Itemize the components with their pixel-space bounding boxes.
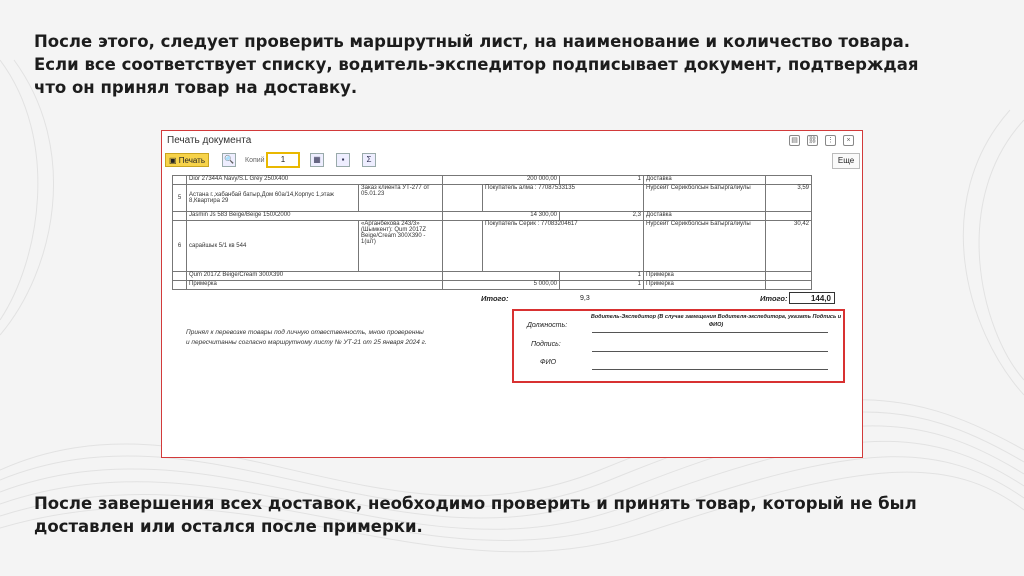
link-icon[interactable]: ⛓ bbox=[808, 137, 817, 144]
save-icon[interactable]: ▤ bbox=[789, 135, 800, 146]
heading-line-1: После этого, следует проверить маршрутный лист, на наименование и количество товара. bbox=[34, 32, 911, 51]
buyer-cell: Покупатель алма : 77087533135 bbox=[483, 185, 644, 212]
fio-label: ФИО bbox=[540, 359, 557, 366]
heading-line-3: что он принял товар на доставку. bbox=[34, 78, 358, 97]
item-cell: Jasmin Js 583 Beige/Beige 150X2000 bbox=[187, 212, 443, 221]
total-label-weight: Итого: bbox=[481, 294, 509, 303]
total-value-volume: 144,0 bbox=[789, 292, 835, 304]
acceptance-note bbox=[186, 328, 506, 348]
item-cell: Qum 2017Z Beige/Cream 300X390 bbox=[187, 272, 443, 281]
window-titlebar bbox=[162, 131, 862, 151]
driver-cell: Нурсейт Серикболсын Батыргалиулы bbox=[644, 185, 766, 212]
buyer-cell: Покупатель Серик : 77083204617 bbox=[483, 221, 644, 272]
save-icon[interactable]: ▪ bbox=[336, 153, 350, 167]
signature-line bbox=[592, 351, 828, 352]
fio-line bbox=[592, 369, 828, 370]
note-cell: Доставка bbox=[644, 176, 766, 185]
driver-cell: Нурсейт Серикболсын Батыргалиулы bbox=[644, 221, 766, 272]
price-cell: 5 000,00 bbox=[443, 281, 560, 290]
note-cell: Примерка bbox=[644, 281, 766, 290]
acceptance-line-1: Принял к перевозке товары под личную отвественность, мною проверенны bbox=[186, 329, 424, 336]
qty-cell: 1 bbox=[560, 272, 644, 281]
preview-icon[interactable]: 🔍 bbox=[222, 153, 236, 167]
instruction-heading bbox=[34, 30, 994, 99]
item-cell: Примерка bbox=[187, 281, 443, 290]
total-label-volume: Итого: bbox=[760, 294, 788, 303]
instruction-footer bbox=[34, 492, 994, 538]
table-row bbox=[173, 176, 812, 185]
order-cell: «Арганбекова 243/3» (Шымкент): Qum 2017Z Beige/Cream 300X390 - 1(шт) bbox=[359, 221, 443, 272]
acceptance-line-2: и пересчитанны согласно маршрутному листу № УТ-21 от 25 января 2024 г. bbox=[186, 339, 427, 346]
route-sheet-table bbox=[172, 175, 812, 290]
total-value-weight: 9,3 bbox=[580, 295, 590, 302]
row-number: 5 bbox=[173, 185, 187, 212]
print-button-label: Печать bbox=[178, 156, 205, 165]
value-cell: 3,59 bbox=[766, 185, 812, 212]
sum-icon[interactable]: Σ bbox=[362, 153, 376, 167]
position-note: Водитель-Экспедитор (В случае замещения Водителя-экспедитора, указать Подпись и ФИО) bbox=[590, 314, 842, 328]
address-cell: Астана г.,хабанбай батыр,Дом 60а/14,Корпус 1,этаж 8,Квартира 29 bbox=[187, 185, 359, 212]
print-button[interactable] bbox=[165, 153, 209, 167]
position-line bbox=[592, 332, 828, 333]
print-document-window bbox=[161, 130, 863, 458]
qty-cell: 2,3 bbox=[560, 212, 644, 221]
qty-cell: 1 bbox=[560, 176, 644, 185]
price-cell: 14 300,00 bbox=[443, 212, 560, 221]
table-row bbox=[173, 221, 812, 272]
order-cell: Заказ клиента УТ-277 от 05.01.23 bbox=[359, 185, 443, 212]
address-cell: сарайшык 5/1 кв 544 bbox=[187, 221, 359, 272]
note-cell: Примерка bbox=[644, 272, 766, 281]
table-row bbox=[173, 281, 812, 290]
copies-input[interactable]: 1 bbox=[266, 152, 300, 168]
more-button[interactable] bbox=[832, 153, 860, 169]
table-row bbox=[173, 272, 812, 281]
item-cell: Dior 27344A Navy/S.L Grey 250X400 bbox=[187, 176, 443, 185]
print-icon: ▣ bbox=[169, 156, 179, 165]
close-icon[interactable]: × bbox=[843, 135, 854, 146]
settings-icon[interactable]: ▦ bbox=[310, 153, 324, 167]
table-row bbox=[173, 185, 812, 212]
value-cell: 30,42 bbox=[766, 221, 812, 272]
heading-line-2: Если все соответствует списку, водитель-экспедитор подписывает документ, подтверждая bbox=[34, 55, 919, 74]
position-label: Должность: bbox=[527, 322, 568, 329]
signature-block-highlight bbox=[512, 309, 845, 383]
row-number: 6 bbox=[173, 221, 187, 272]
window-title: Печать документа bbox=[167, 135, 252, 146]
price-cell: 200 000,00 bbox=[443, 176, 560, 185]
signature-label: Подпись: bbox=[531, 341, 561, 348]
more-options-icon[interactable]: ⋮ bbox=[827, 137, 834, 144]
qty-cell: 1 bbox=[560, 281, 644, 290]
footer-line-1: После завершения всех доставок, необходимо проверить и принять товар, который не был bbox=[34, 494, 917, 513]
note-cell: Доставка bbox=[644, 212, 766, 221]
table-row bbox=[173, 212, 812, 221]
copies-label: Копий bbox=[245, 157, 265, 164]
window-toolbar bbox=[162, 151, 862, 171]
footer-line-2: доставлен или остался после примерки. bbox=[34, 517, 423, 536]
more-button-label: Еще bbox=[837, 156, 855, 165]
